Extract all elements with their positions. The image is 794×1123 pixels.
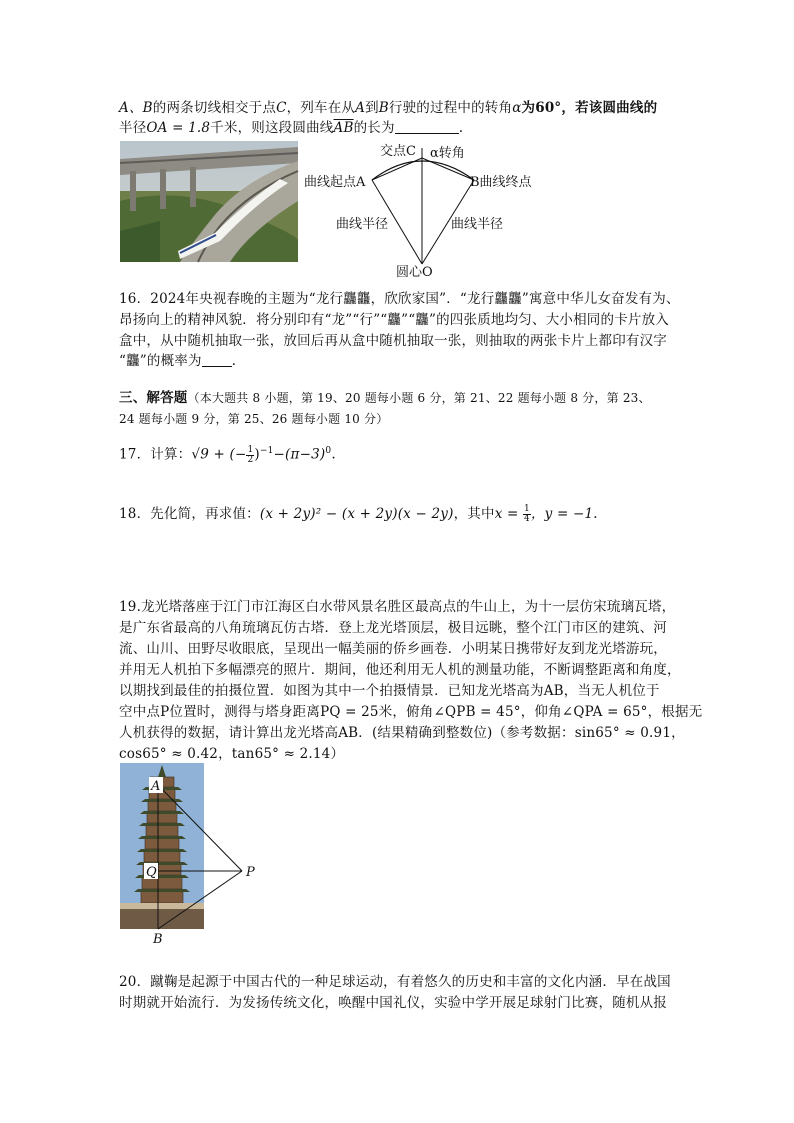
q19-line-4: 并用无人机拍下多幅漂亮的照片．期间，他还利用无人机的测量功能，不断调整距离和角度， xyxy=(119,662,681,678)
section-note-2: 24 题每小题 9 分，第 25、26 题每小题 10 分） xyxy=(119,412,389,426)
q17-line: 17．计算：√9 + (− $\frac{1}{2}$ )$^{-1}-(\pi-3)^0$. xyxy=(119,444,336,465)
q16-line-4: “龘”的概率为 ． xyxy=(119,353,246,369)
q19-line-2: 是广东省最高的八角琉璃瓦仿古塔．登上龙光塔顶层，极目远眺，整个江门市区的建筑、河 xyxy=(119,620,667,636)
label-center-o: 圆心O xyxy=(396,265,433,280)
label-radius-right: 曲线半径 xyxy=(451,217,504,232)
section-title: 三、解答题 xyxy=(119,390,188,406)
label-b: B xyxy=(153,932,163,947)
line-pb xyxy=(158,871,242,929)
q15-line-2: 半径OA = 1.8千米，则这段圆曲线$\overline{AB}$的长为 . xyxy=(119,120,464,136)
label-end-b: B曲线终点 xyxy=(470,175,532,190)
arc-curve xyxy=(372,161,474,180)
tower-diagram xyxy=(120,763,280,948)
q19-line-7: 人机获得的数据，请计算出龙光塔高AB．(结果精确到整数位)（参考数据：sin65° ≈ 0.91， xyxy=(119,725,685,741)
q18-line: 18．先化简，再求值：(x + 2y)² − (x + 2y)(x − 2y)，其中x = $\frac{1}{4}$ ，y = −1. xyxy=(119,504,598,524)
answer-blank[interactable] xyxy=(395,119,459,134)
q19-line-3: 流、山川、田野尽收眼底，呈现出一幅美丽的侨乡画卷．小明某日携带好友到龙光塔游玩， xyxy=(119,641,667,657)
label-a: A xyxy=(151,779,161,794)
q20-line-2: 时期就开始流行．为发扬传统文化，唤醒中国礼仪，实验中学开展足球射门比赛，随机从报 xyxy=(119,995,667,1011)
q19-line-8: cos65° ≈ 0.42，tan65° ≈ 2.14） xyxy=(119,746,345,762)
train-photo-image xyxy=(120,141,298,262)
section-note-1: （本大题共 8 小题，第 19、20 题每小题 6 分，第 21、22 题每小题 8 分，第 23、 xyxy=(187,391,651,405)
curve-diagram xyxy=(304,140,540,280)
label-turn-angle: α转角 xyxy=(430,146,465,161)
q19-line-6: 空中点P位置时，测得与塔身距离PQ = 25米，俯角∠QPB = 45°，仰角∠QPA = 65°，根据无 xyxy=(119,704,703,720)
label-start-a: 曲线起点A xyxy=(304,175,366,190)
q20-line-1: 20．蹴鞠是起源于中国古代的一种足球运动，有着悠久的历史和丰富的文化内涵．早在战国 xyxy=(119,974,671,990)
tangent-right xyxy=(422,158,474,180)
label-radius-left: 曲线半径 xyxy=(336,217,389,232)
q19-line-5: 以期找到最佳的拍摄位置．如图为其中一个拍摄情景．已知龙光塔高为AB，当无人机位于 xyxy=(119,683,660,699)
label-q: Q xyxy=(146,865,157,880)
label-p: P xyxy=(246,865,255,880)
section-3-header xyxy=(119,388,651,408)
answer-blank[interactable] xyxy=(202,352,232,367)
q16-line-2: 昂扬向上的精神风貌．将分别印有“龙”“行”“龘”“龘”的四张质地均匀、大小相同的卡片放入 xyxy=(119,312,670,328)
train-photo xyxy=(120,141,298,262)
tangent-left xyxy=(372,158,422,180)
q19-line-1: 19.龙光塔落座于江门市江海区白水带风景名胜区最高点的牛山上，为十一层仿宋琉璃瓦塔， xyxy=(119,599,676,615)
label-intersection-c: 交点C xyxy=(380,144,416,159)
q16-line-1: 16．2024年央视春晚的主题为“龙行龘龘，欣欣家国”．“龙行龘龘”寓意中华儿女奋发有为、 xyxy=(119,291,680,307)
line-pa xyxy=(158,785,242,871)
q15-line-1: A、B的两条切线相交于点C，列车在从A到B行驶的过程中的转角α为60°，若该圆曲线的 xyxy=(119,100,658,116)
q16-line-3: 盒中，从中随机抽取一张，放回后再从盒中随机抽取一张，则抽取的两张卡片上都印有汉字 xyxy=(119,333,667,349)
